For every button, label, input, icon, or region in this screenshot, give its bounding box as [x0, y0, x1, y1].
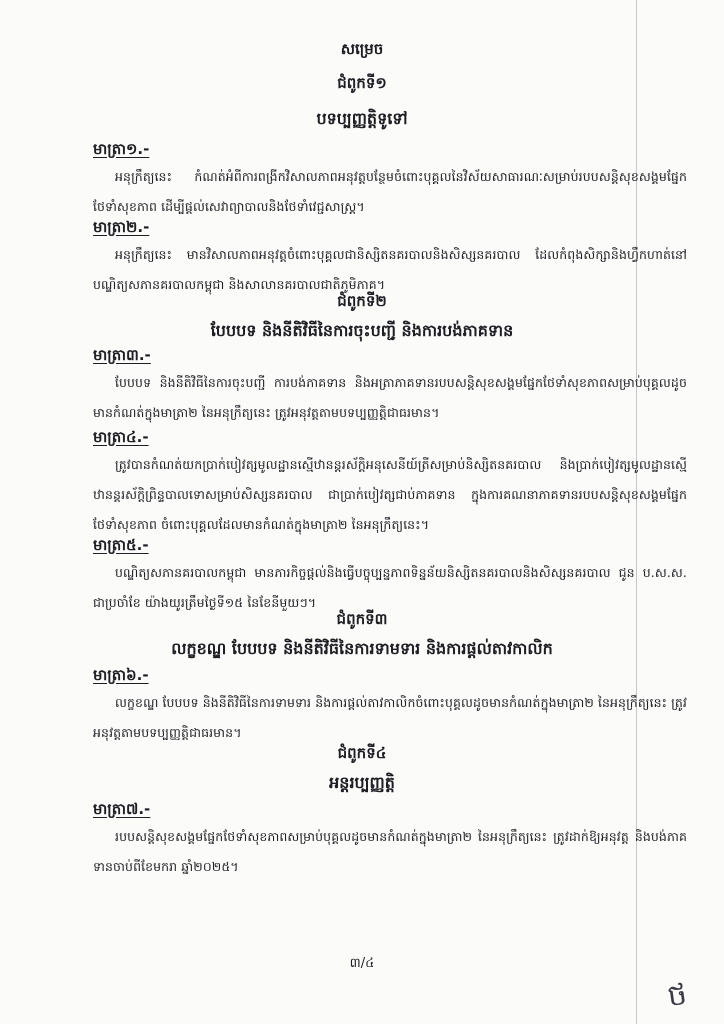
article-5-label: មាត្រា៥.- — [93, 536, 149, 554]
chapter-1-number: ជំពូកទី១ — [337, 74, 387, 92]
article-6-text: លក្ខខណ្ឌ បែបបទ និងនីតិវិធីនៃការទាមទារ និងការផ្តល់តាវកាលិកចំពោះបុគ្គលដូចមានកំណត់ក្នុងមាត្រា២ នៃអនុក្រឹត្យនេះ ត្រូវអនុវត្តតាមបទប្បញ្ញត្តិជាធរមាន។ — [93, 695, 687, 740]
article-3-text: បែបបទ និងនីតិវិធីនៃការចុះបញ្ជី ការបង់ភាគទាន និងអត្រាភាគទានរបបសន្តិសុខសង្គមផ្នែកថែទាំសុខភាពសម្រាប់បុគ្គលដូចមានកំណត់ក្នុងមាត្រា២ នៃអនុក្រឹត្យនេះ ត្រូវអនុវត្តតាមបទប្បញ្ញត្តិជាធរមាន។ — [93, 375, 687, 420]
article-1-label: មាត្រា១.- — [93, 140, 150, 158]
article-7-label: មាត្រា៧.- — [93, 800, 151, 818]
article-5-text: បណ្ឌិត្យសភានគរបាលកម្ពុជា មានភារកិច្ចផ្តល់និងធ្វើបច្ចុប្បន្នភាពទិន្នន័យនិស្សិតនគរបាលនិងសិស្សនគរបាល ជូន ប.ស.ស. ជាប្រចាំខែ យ៉ាងយូរត្រឹមថ្ងៃទី១៥ នៃខែនីមួយៗ។ — [93, 565, 687, 610]
article-3-label: មាត្រា៣.- — [93, 346, 151, 364]
chapter-4-number: ជំពូកទី៤ — [337, 744, 387, 762]
page-number: ៣/៤ — [349, 956, 375, 971]
handwritten-mark: ថ — [665, 976, 690, 1015]
chapter-3-title: លក្ខខណ្ឌ បែបបទ និងនីតិវិធីនៃការទាមទារ និងការផ្តល់តាវកាលិក — [171, 639, 553, 658]
article-2-label: មាត្រា២.- — [93, 218, 150, 236]
article-7-text: របបសន្តិសុខសង្គមផ្នែកថែទាំសុខភាពសម្រាប់បុគ្គលដូចមានកំណត់ក្នុងមាត្រា២ នៃអនុក្រឹត្យនេះ ត្រូវដាក់ឱ្យអនុវត្ត និងបង់ភាគទានចាប់ពីខែមករា ឆ្នាំ២០២៥។ — [93, 829, 687, 874]
chapter-4-title: អន្តរប្បញ្ញត្តិ — [329, 773, 395, 792]
article-2-text: អនុក្រឹត្យនេះ មានវិសាលភាពអនុវត្តចំពោះបុគ្គលជានិស្សិតនគរបាលនិងសិស្សនគរបាល ដែលកំពុងសិក្សានិងហ្វឹកហាត់នៅបណ្ឌិត្យសភានគរបាលកម្ពុជា និងសាលានគរបាលជាតិភូមិភាគ។ — [93, 247, 687, 292]
chapter-3-number: ជំពូកទី៣ — [336, 610, 388, 628]
article-4-label: មាត្រា៤.- — [93, 428, 149, 446]
chapter-2-title: បែបបទ និងនីតិវិធីនៃការចុះបញ្ជី និងការបង់ភាគទាន — [210, 321, 514, 340]
chapter-2-number: ជំពូកទី២ — [337, 292, 387, 310]
article-1-text: អនុក្រឹត្យនេះ កំណត់អំពីការពង្រីកវិសាលភាពអនុវត្តបន្ថែមចំពោះបុគ្គលនៃវិស័យសាធារណៈសម្រាប់របបសន្តិសុខសង្គមផ្នែកថែទាំសុខភាព ដើម្បីផ្តល់សេវាព្យាបាលនិងថែទាំវេជ្ជសាស្ត្រ។ — [93, 169, 687, 214]
chapter-1-title: បទប្បញ្ញត្តិទូទៅ — [316, 109, 408, 128]
summary-title: សម្រេច — [340, 40, 384, 58]
article-6-label: មាត្រា៦.- — [93, 666, 149, 684]
article-4-text: ត្រូវបានកំណត់យកប្រាក់បៀវត្សមូលដ្ឋានស្មើឋានន្តរស័ក្តិអនុសេនីយ៍ត្រីសម្រាប់និស្សិតនគរបាល និងប្រាក់បៀវត្សមូលដ្ឋានស្មើឋានន្តរស័ក្តិព្រិន្ទបាលទោសម្រាប់សិស្សនគរបាល ជាប្រាក់បៀវត្សជាប់ភាគទាន ក្នុងការគណនាភាគទានរបបសន្តិសុខសង្គមផ្នែកថែទាំសុខភាព ចំពោះបុគ្គលដែលមានកំណត់ក្នុងមាត្រា២ នៃអនុក្រឹត្យនេះ។ — [93, 457, 687, 532]
